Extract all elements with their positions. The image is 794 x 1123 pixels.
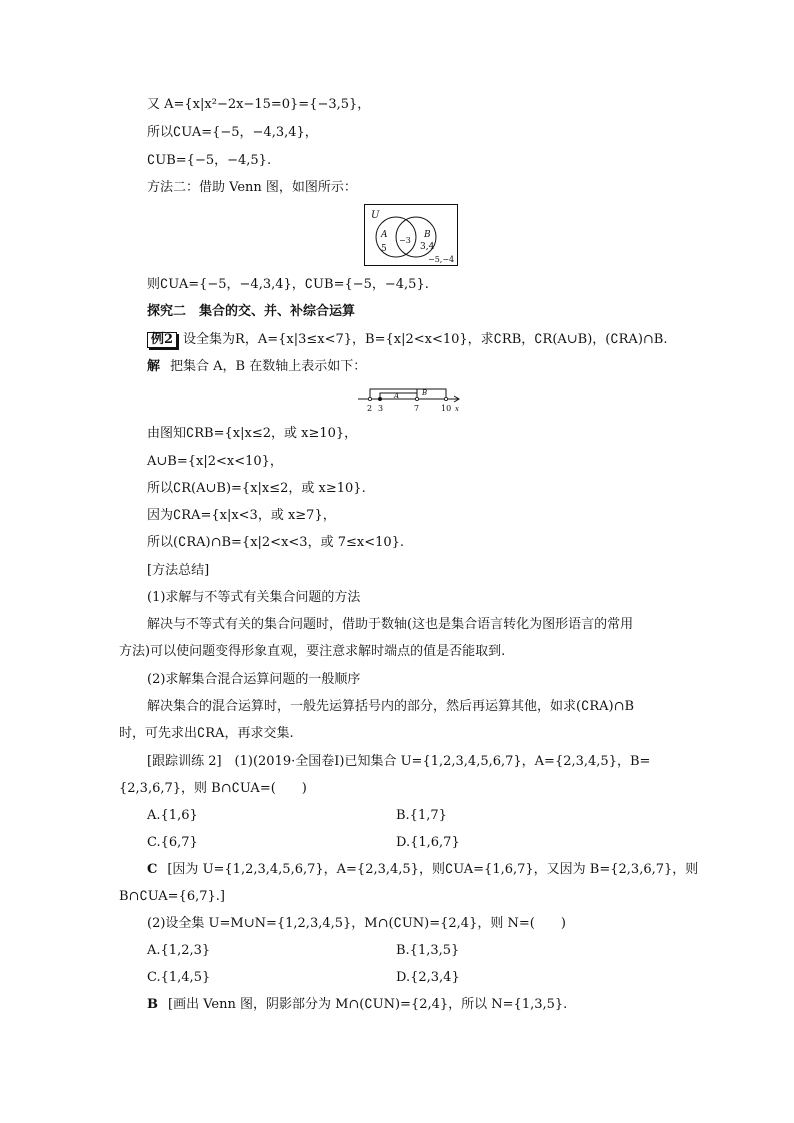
tick-label: 3 bbox=[378, 404, 384, 413]
venn-label-a: A bbox=[381, 230, 388, 240]
text-line: B∩∁UA={6,7}.] bbox=[119, 889, 225, 904]
text-line: 解决与不等式有关的集合问题时，借助于数轴(这也是集合语言转化为图形语言的常用 bbox=[147, 617, 634, 632]
example-line bbox=[147, 331, 667, 349]
numberline-label-b: B bbox=[422, 389, 428, 397]
text-line: ∁UB={−5，−4,5}. bbox=[147, 153, 272, 168]
tick-label: 10 bbox=[441, 404, 452, 413]
text-line: 则∁UA={−5，−4,3,4}，∁UB={−5，−4,5}. bbox=[147, 277, 429, 292]
answer-line bbox=[147, 996, 567, 1014]
number-line bbox=[358, 385, 462, 415]
text-line: 所以∁UA={−5，−4,3,4}， bbox=[147, 125, 318, 140]
tick-label: 7 bbox=[414, 404, 420, 413]
option-d: D.{2,3,4} bbox=[396, 970, 460, 985]
option-d: D.{1,6,7} bbox=[396, 835, 460, 850]
venn-diagram bbox=[364, 204, 458, 266]
text-line: 所以(∁RA)∩B={x|2<x<3，或 7≤x<10}. bbox=[147, 535, 405, 550]
section-heading: 探究二 集合的交、并、补综合运算 bbox=[147, 304, 356, 319]
answer-line bbox=[147, 861, 698, 879]
closed-point-3 bbox=[378, 397, 381, 400]
option-c: C.{1,4,5} bbox=[147, 970, 211, 985]
open-point-7 bbox=[415, 397, 418, 400]
tick-label: 2 bbox=[367, 404, 373, 413]
option-a: A.{1,2,3} bbox=[147, 943, 211, 958]
text-line: 解决集合的混合运算时，一般先运算括号内的部分，然后再运算其他，如求(∁RA)∩B bbox=[147, 699, 635, 714]
option-a: A.{1,6} bbox=[147, 808, 198, 823]
open-point-10 bbox=[444, 397, 447, 400]
text-line: 所以∁R(A∪B)={x|x≤2，或 x≥10}. bbox=[147, 481, 366, 496]
venn-region-outside: −5,−4 bbox=[428, 255, 455, 264]
text-line: (2)求解集合混合运算问题的一般顺序 bbox=[147, 672, 361, 687]
venn-label-u: U bbox=[371, 210, 380, 221]
open-point-2 bbox=[368, 397, 371, 400]
venn-label-b: B bbox=[424, 230, 431, 240]
text-line: 时，可先求出∁RA，再求交集. bbox=[119, 726, 294, 741]
text-line: (1)求解与不等式有关集合问题的方法 bbox=[147, 590, 361, 605]
text-line: 因为∁RA={x|x<3，或 x≥7}， bbox=[147, 508, 336, 523]
option-b: B.{1,3,5} bbox=[396, 943, 460, 958]
text-line: 又 A={x|x²−2x−15=0}={−3,5}， bbox=[147, 97, 371, 112]
example-text: 设全集为R，A={x|3≤x<7}，B={x|2<x<10}，求∁RB，∁R(A∪B)，(∁RA)∩B. bbox=[183, 332, 668, 347]
numberline-label-a: A bbox=[394, 392, 400, 400]
text-line: 方法二：借助 Venn 图，如图所示： bbox=[147, 180, 357, 195]
solution-tag: 解 bbox=[147, 359, 161, 374]
text-line: 由图知∁RB={x|x≤2，或 x≥10}， bbox=[147, 426, 358, 441]
option-b: B.{1,7} bbox=[396, 808, 447, 823]
option-c: C.{6,7} bbox=[147, 835, 198, 850]
solution-text: 把集合 A，B 在数轴上表示如下： bbox=[170, 359, 367, 374]
venn-region-a: 5 bbox=[381, 244, 387, 254]
numberline-axis-label: x bbox=[455, 405, 459, 413]
exercise-line: [跟踪训练 2] (1)(2019·全国卷Ⅰ)已知集合 U={1,2,3,4,5,6,7}，A={2,3,4,5}，B= bbox=[147, 754, 651, 769]
answer-letter: C bbox=[147, 862, 158, 877]
solution-line bbox=[147, 358, 366, 376]
text-line: A∪B={x|2<x<10}， bbox=[147, 454, 283, 469]
example-tag: 例2 bbox=[147, 332, 177, 348]
answer-text: [画出 Venn 图，阴影部分为 M∩(∁UN)={2,4}，所以 N={1,3,5}. bbox=[168, 997, 568, 1012]
summary-heading: [方法总结] bbox=[147, 563, 210, 578]
exercise-line: (2)设全集 U=M∪N={1,2,3,4,5}，M∩(∁UN)={2,4}，则 N=( ) bbox=[147, 916, 566, 931]
text-line: 方法)可以使问题变得形象直观，要注意求解时端点的值是否能取到. bbox=[119, 644, 506, 659]
answer-letter: B bbox=[147, 997, 158, 1012]
venn-region-both: −3 bbox=[399, 236, 411, 245]
answer-text: [因为 U={1,2,3,4,5,6,7}，A={2,3,4,5}，则∁UA={1,6,7}，又因为 B={2,3,6,7}，则 bbox=[167, 862, 699, 877]
text-line: {2,3,6,7}，则 B∩∁UA=( ) bbox=[119, 781, 307, 796]
venn-region-b: 3,4 bbox=[420, 242, 435, 252]
